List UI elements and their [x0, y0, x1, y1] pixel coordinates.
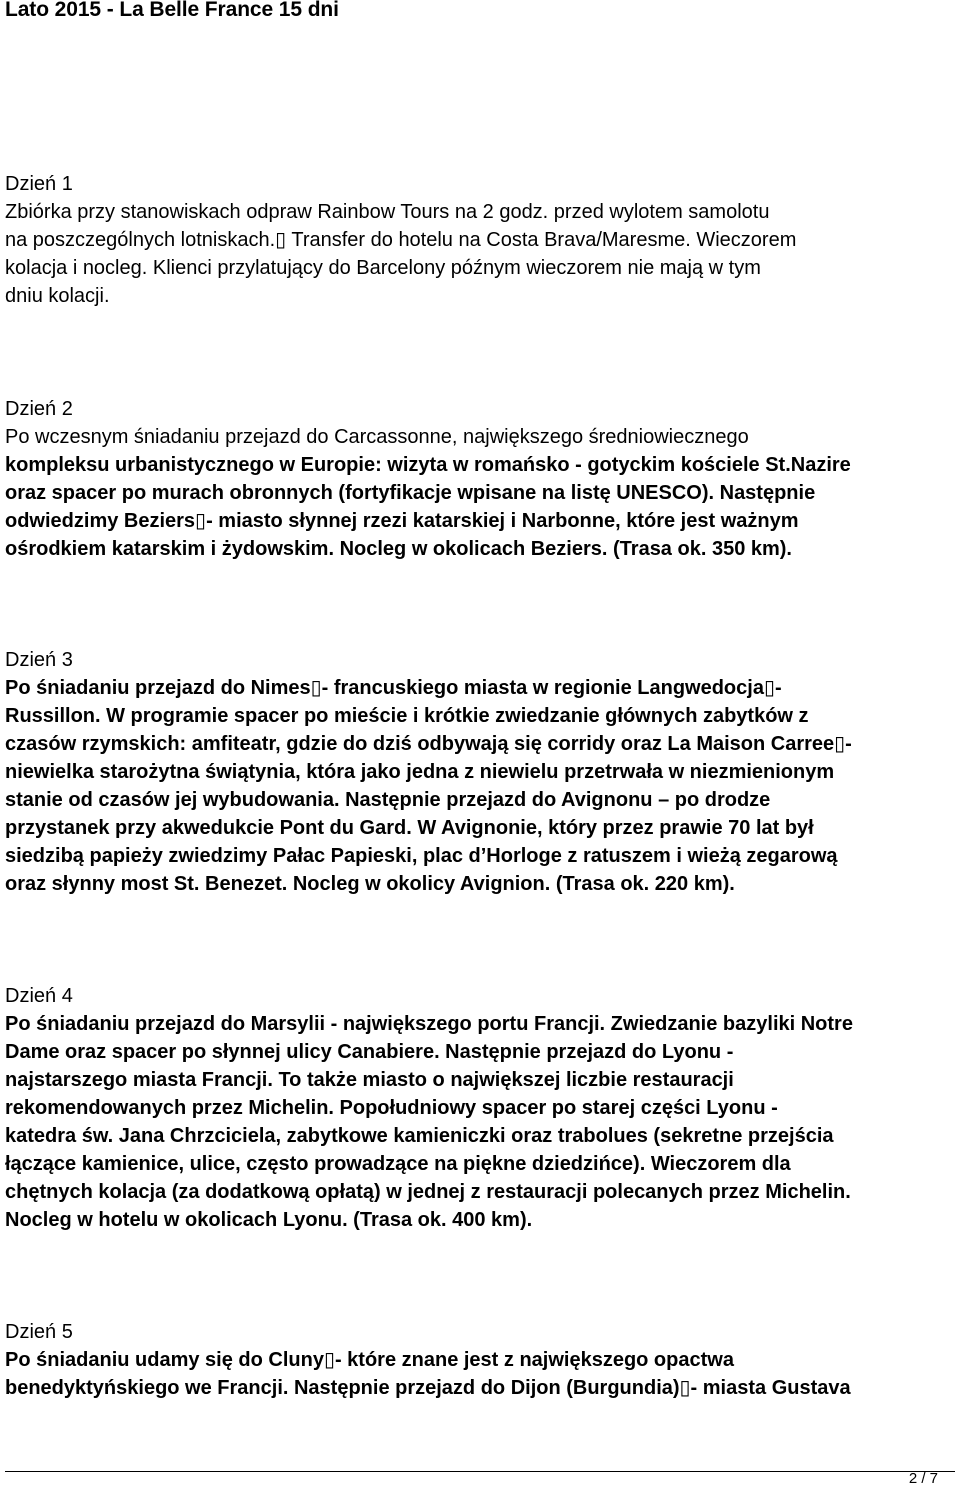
description-line: na poszczególnych lotniskach.▯ Transfer do hotelu na Costa Brava/Maresme. Wieczorem	[5, 229, 797, 251]
description-line: oraz spacer po murach obronnych (fortyfikacje wpisane na listę UNESCO). Następnie	[5, 482, 816, 504]
day-heading: Dzień 4	[5, 985, 73, 1007]
day-description	[5, 674, 955, 898]
day-section-4	[5, 982, 955, 1234]
day-section-5	[5, 1318, 955, 1402]
description-line: dniu kolacji.	[5, 285, 110, 307]
description-line: chętnych kolacja (za dodatkową opłatą) w jednej z restauracji polecanych przez Michelin.	[5, 1181, 851, 1203]
description-line: benedyktyńskiego we Francji. Następnie przejazd do Dijon (Burgundia)▯- miasta Gustava	[5, 1377, 851, 1399]
description-line: Po śniadaniu przejazd do Nimes▯- francuskiego miasta w regionie Langwedocja▯-	[5, 677, 782, 699]
description-line: kompleksu urbanistycznego w Europie: wizyta w romańsko - gotyckim kościele St.Nazire	[5, 454, 851, 476]
day-heading: Dzień 3	[5, 649, 73, 671]
day-section-2	[5, 395, 955, 563]
footer-divider	[5, 1471, 955, 1472]
description-line: siedzibą papieży zwiedzimy Pałac Papieski, plac d’Horloge z ratuszem i wieżą zegarową	[5, 845, 838, 867]
day-description	[5, 1346, 955, 1402]
description-line: Nocleg w hotelu w okolicach Lyonu. (Trasa ok. 400 km).	[5, 1209, 533, 1231]
day-section-3	[5, 646, 955, 898]
day-description	[5, 423, 955, 563]
description-line: najstarszego miasta Francji. To także miasto o największej liczbie restauracji	[5, 1069, 734, 1091]
description-line: Zbiórka przy stanowiskach odpraw Rainbow Tours na 2 godz. przed wylotem samolotu	[5, 201, 770, 223]
description-line: Po śniadaniu przejazd do Marsylii - największego portu Francji. Zwiedzanie bazyliki Notre	[5, 1013, 853, 1035]
description-line: kolacja i nocleg. Klienci przylatujący do Barcelony późnym wieczorem nie mają w tym	[5, 257, 761, 279]
day-heading: Dzień 5	[5, 1321, 73, 1343]
description-line: niewielka starożytna świątynia, która jako jedna z niewielu przetrwała w niezmienionym	[5, 761, 835, 783]
day-heading: Dzień 1	[5, 173, 73, 195]
description-line: katedra św. Jana Chrzciciela, zabytkowe kamieniczki oraz trabolues (sekretne przejścia	[5, 1125, 834, 1147]
description-line: Po śniadaniu udamy się do Cluny▯- które znane jest z największego opactwa	[5, 1349, 734, 1371]
day-heading: Dzień 2	[5, 398, 73, 420]
description-line: przystanek przy akwedukcie Pont du Gard. W Avignonie, który przez prawie 70 lat był	[5, 817, 814, 839]
description-line: stanie od czasów jej wybudowania. Następnie przejazd do Avignonu – po drodze	[5, 789, 771, 811]
page-number: 2 / 7	[908, 1470, 938, 1487]
description-line: Russillon. W programie spacer po mieście i krótkie zwiedzanie głównych zabytków z	[5, 705, 809, 727]
day-section-1	[5, 170, 955, 310]
description-line: rekomendowanych przez Michelin. Popołudniowy spacer po starej części Lyonu -	[5, 1097, 778, 1119]
description-line: odwiedzimy Beziers▯- miasto słynnej rzezi katarskiej i Narbonne, które jest ważnym	[5, 510, 799, 532]
day-description	[5, 1010, 955, 1234]
description-line: łączące kamienice, ulice, często prowadzące na piękne dziedzińce). Wieczorem dla	[5, 1153, 791, 1175]
page-title: Lato 2015 - La Belle France 15 dni	[5, 0, 339, 21]
description-line: czasów rzymskich: amfiteatr, gdzie do dziś odbywają się corridy oraz La Maison Carree▯-	[5, 733, 852, 755]
description-line: ośrodkiem katarskim i żydowskim. Nocleg w okolicach Beziers. (Trasa ok. 350 km).	[5, 538, 792, 560]
day-description	[5, 198, 955, 310]
description-line: Dame oraz spacer po słynnej ulicy Canabiere. Następnie przejazd do Lyonu -	[5, 1041, 734, 1063]
description-line: Po wczesnym śniadaniu przejazd do Carcassonne, największego średniowiecznego	[5, 426, 749, 448]
description-line: oraz słynny most St. Benezet. Nocleg w okolicy Avignion. (Trasa ok. 220 km).	[5, 873, 735, 895]
